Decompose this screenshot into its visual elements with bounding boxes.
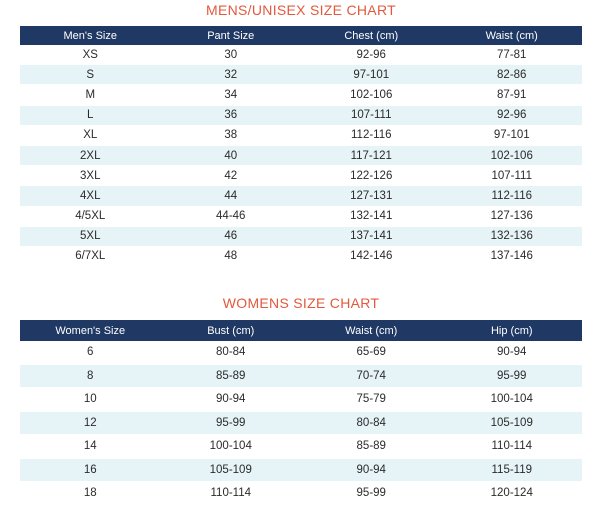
table-cell: S (20, 65, 161, 85)
table-cell: 85-89 (161, 364, 302, 388)
mens-table-body (20, 45, 582, 267)
table-cell: 117-121 (301, 145, 442, 165)
womens-size-chart-title: WOMENS SIZE CHART (222, 295, 380, 311)
table-row (20, 341, 582, 364)
table-cell: 107-111 (442, 166, 583, 186)
table-cell: 97-101 (301, 65, 442, 85)
table-cell: 18 (20, 482, 161, 506)
column-header-waist: Waist (cm) (301, 320, 442, 341)
table-row (20, 166, 582, 186)
column-header-chest: Chest (cm) (301, 26, 442, 45)
table-cell: 132-141 (301, 206, 442, 226)
table-cell: 77-81 (442, 45, 583, 65)
table-cell: 122-126 (301, 166, 442, 186)
table-cell: 97-101 (442, 125, 583, 145)
table-cell: 92-96 (301, 45, 442, 65)
table-cell: 95-99 (301, 482, 442, 506)
table-cell: 44-46 (161, 206, 302, 226)
table-cell: 102-106 (301, 85, 442, 105)
table-cell: 6/7XL (20, 246, 161, 266)
table-row (20, 226, 582, 246)
table-cell: 100-104 (161, 435, 302, 459)
table-cell: 105-109 (161, 458, 302, 482)
table-cell: 110-114 (161, 482, 302, 506)
column-header-womens-size: Women's Size (20, 320, 161, 341)
table-cell: 65-69 (301, 341, 442, 364)
table-cell: 32 (161, 65, 302, 85)
table-row (20, 85, 582, 105)
table-header-row (20, 320, 582, 341)
table-cell: M (20, 85, 161, 105)
table-row (20, 411, 582, 435)
mens-size-table (20, 26, 582, 267)
table-cell: 120-124 (442, 482, 583, 506)
table-cell: 90-94 (161, 388, 302, 412)
table-cell: 14 (20, 435, 161, 459)
table-row (20, 458, 582, 482)
table-cell: 4/5XL (20, 206, 161, 226)
table-row (20, 125, 582, 145)
table-cell: 85-89 (301, 435, 442, 459)
column-header-mens-size: Men's Size (20, 26, 161, 45)
table-cell: 115-119 (442, 458, 583, 482)
table-cell: 2XL (20, 145, 161, 165)
table-cell: 127-136 (442, 206, 583, 226)
table-cell: 112-116 (442, 186, 583, 206)
table-cell: 92-96 (442, 105, 583, 125)
table-row (20, 435, 582, 459)
table-cell: 87-91 (442, 85, 583, 105)
table-cell: L (20, 105, 161, 125)
table-row (20, 482, 582, 506)
table-cell: 8 (20, 364, 161, 388)
column-header-hip: Hip (cm) (442, 320, 583, 341)
table-cell: 82-86 (442, 65, 583, 85)
table-row (20, 105, 582, 125)
table-row (20, 388, 582, 412)
table-cell: 44 (161, 186, 302, 206)
table-row (20, 246, 582, 266)
table-cell: 5XL (20, 226, 161, 246)
column-header-pant-size: Pant Size (161, 26, 302, 45)
table-cell: 80-84 (301, 411, 442, 435)
table-cell: 75-79 (301, 388, 442, 412)
table-row (20, 45, 582, 65)
table-cell: 112-116 (301, 125, 442, 145)
mens-size-chart-title: MENS/UNISEX SIZE CHART (206, 2, 396, 18)
column-header-bust: Bust (cm) (161, 320, 302, 341)
table-row (20, 186, 582, 206)
table-cell: 137-141 (301, 226, 442, 246)
table-cell: 110-114 (442, 435, 583, 459)
table-row (20, 364, 582, 388)
table-cell: 80-84 (161, 341, 302, 364)
table-cell: 100-104 (442, 388, 583, 412)
table-cell: 105-109 (442, 411, 583, 435)
table-cell: 95-99 (442, 364, 583, 388)
table-cell: 42 (161, 166, 302, 186)
column-header-waist: Waist (cm) (442, 26, 583, 45)
table-cell: 137-146 (442, 246, 583, 266)
table-row (20, 65, 582, 85)
table-cell: 46 (161, 226, 302, 246)
table-cell: 102-106 (442, 145, 583, 165)
table-cell: 3XL (20, 166, 161, 186)
table-cell: 132-136 (442, 226, 583, 246)
table-cell: 30 (161, 45, 302, 65)
table-cell: XS (20, 45, 161, 65)
table-row (20, 206, 582, 226)
table-row (20, 145, 582, 165)
womens-table-body (20, 341, 582, 505)
table-cell: XL (20, 125, 161, 145)
table-cell: 34 (161, 85, 302, 105)
table-cell: 142-146 (301, 246, 442, 266)
table-cell: 38 (161, 125, 302, 145)
table-cell: 16 (20, 458, 161, 482)
table-header-row (20, 26, 582, 45)
table-cell: 107-111 (301, 105, 442, 125)
table-cell: 48 (161, 246, 302, 266)
table-cell: 4XL (20, 186, 161, 206)
table-cell: 36 (161, 105, 302, 125)
table-cell: 70-74 (301, 364, 442, 388)
table-cell: 95-99 (161, 411, 302, 435)
table-cell: 6 (20, 341, 161, 364)
table-cell: 90-94 (442, 341, 583, 364)
table-cell: 90-94 (301, 458, 442, 482)
table-cell: 12 (20, 411, 161, 435)
table-cell: 10 (20, 388, 161, 412)
table-cell: 40 (161, 145, 302, 165)
table-cell: 127-131 (301, 186, 442, 206)
womens-size-table (20, 320, 582, 506)
